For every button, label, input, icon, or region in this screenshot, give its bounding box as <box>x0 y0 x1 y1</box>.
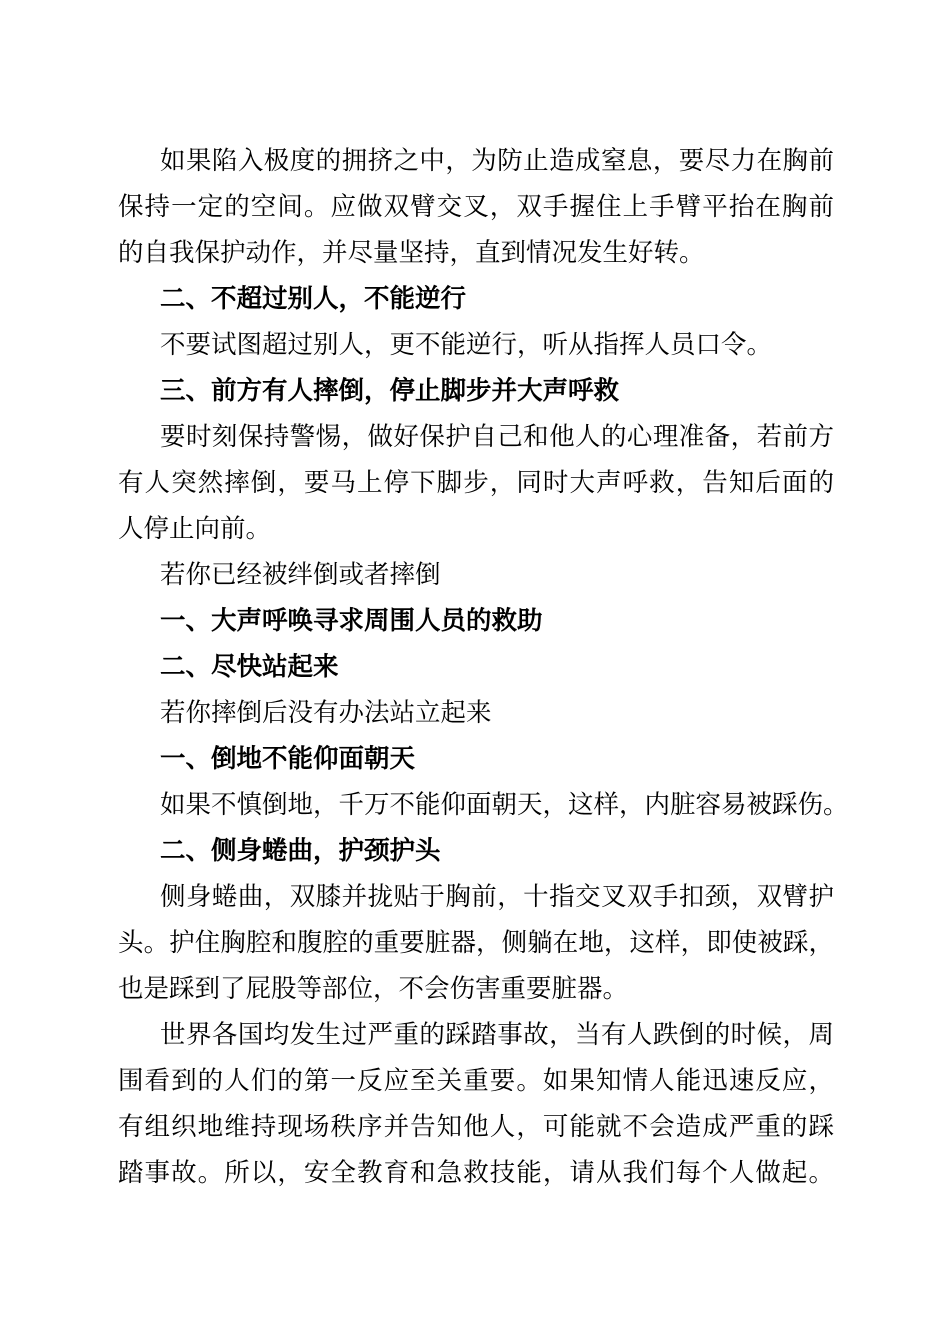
paragraph-line: 侧身蜷曲，双膝并拢贴于胸前，十指交叉双手扣颈，双臂护 <box>160 882 834 912</box>
paragraph-line: 保持一定的空间。应做双臂交叉，双手握住上手臂平抬在胸前 <box>118 192 834 222</box>
paragraph-line: 有组织地维持现场秩序并告知他人，可能就不会造成严重的踩 <box>118 1112 834 1142</box>
paragraph-line: 世界各国均发生过严重的踩踏事故，当有人跌倒的时候，周 <box>160 1020 834 1050</box>
subsection-intro: 若你已经被绊倒或者摔倒 <box>160 560 441 590</box>
section-heading: 二、尽快站起来 <box>160 652 339 682</box>
paragraph-line: 有人突然摔倒，要马上停下脚步，同时大声呼救，告知后面的 <box>118 468 834 498</box>
section-heading: 一、大声呼唤寻求周围人员的救助 <box>160 606 543 636</box>
paragraph-line: 的自我保护动作，并尽量坚持，直到情况发生好转。 <box>118 238 705 268</box>
subsection-intro: 若你摔倒后没有办法站立起来 <box>160 698 492 728</box>
document-page <box>118 138 849 1196</box>
section-heading: 一、倒地不能仰面朝天 <box>160 744 416 774</box>
paragraph-line: 如果不慎倒地，千万不能仰面朝天，这样，内脏容易被踩伤。 <box>160 790 849 820</box>
paragraph-line: 不要试图超过别人，更不能逆行，听从指挥人员口令。 <box>160 330 773 360</box>
section-heading: 三、前方有人摔倒，停止脚步并大声呼救 <box>160 376 620 406</box>
paragraph-line: 也是踩到了屁股等部位，不会伤害重要脏器。 <box>118 974 629 1004</box>
paragraph-line: 头。护住胸腔和腹腔的重要脏器，侧躺在地，这样，即使被踩， <box>118 928 834 958</box>
paragraph-line: 围看到的人们的第一反应至关重要。如果知情人能迅速反应， <box>118 1066 834 1096</box>
paragraph-line: 踏事故。所以，安全教育和急救技能，请从我们每个人做起。 <box>118 1158 834 1188</box>
section-heading: 二、侧身蜷曲，护颈护头 <box>160 836 441 866</box>
paragraph-line: 人停止向前。 <box>118 514 272 544</box>
paragraph-line: 如果陷入极度的拥挤之中，为防止造成窒息，要尽力在胸前 <box>160 146 834 176</box>
section-heading: 二、不超过别人，不能逆行 <box>160 284 467 314</box>
paragraph-line: 要时刻保持警惕，做好保护自己和他人的心理准备，若前方 <box>160 422 834 452</box>
